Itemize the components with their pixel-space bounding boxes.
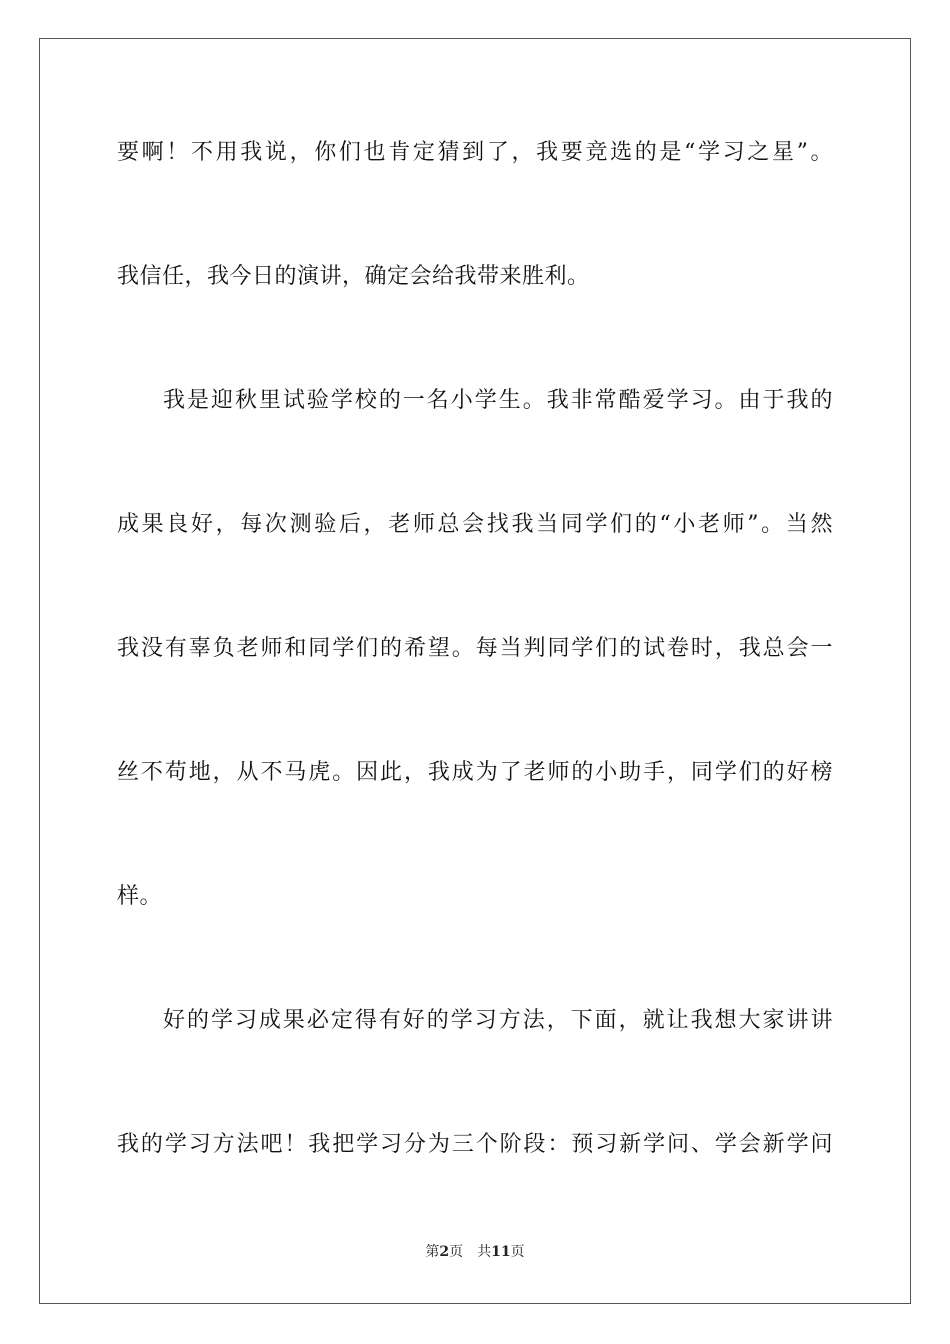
footer-page-prefix: 第 (425, 1244, 440, 1260)
footer-total-pages: 11 (491, 1244, 511, 1260)
footer-total-suffix: 页 (510, 1244, 525, 1260)
page-footer (0, 1242, 950, 1262)
footer-total-prefix: 共 (477, 1244, 492, 1260)
text-line-3: 我是迎秋里试验学校的一名小学生。我非常酷爱学习。由于我的 (163, 388, 833, 413)
footer-page-suffix: 页 (449, 1244, 464, 1260)
text-line-1: 要啊！不用我说，你们也肯定猜到了，我要竞选的是“学习之星”。 (117, 140, 833, 165)
text-line-9: 我的学习方法吧！我把学习分为三个阶段：预习新学问、学会新学问 (117, 1132, 833, 1157)
text-line-2: 我信任，我今日的演讲，确定会给我带来胜利。 (117, 264, 590, 289)
text-line-4: 成果良好，每次测验后，老师总会找我当同学们的“小老师”。当然 (117, 512, 833, 537)
text-line-6: 丝不苟地，从不马虎。因此，我成为了老师的小助手，同学们的好榜 (117, 760, 833, 785)
text-line-5: 我没有辜负老师和同学们的希望。每当判同学们的试卷时，我总会一 (117, 636, 833, 661)
footer-page-number: 2 (439, 1244, 450, 1260)
text-line-8: 好的学习成果必定得有好的学习方法，下面，就让我想大家讲讲 (163, 1008, 833, 1033)
text-line-7: 样。 (117, 884, 163, 909)
page-frame (39, 38, 911, 1304)
